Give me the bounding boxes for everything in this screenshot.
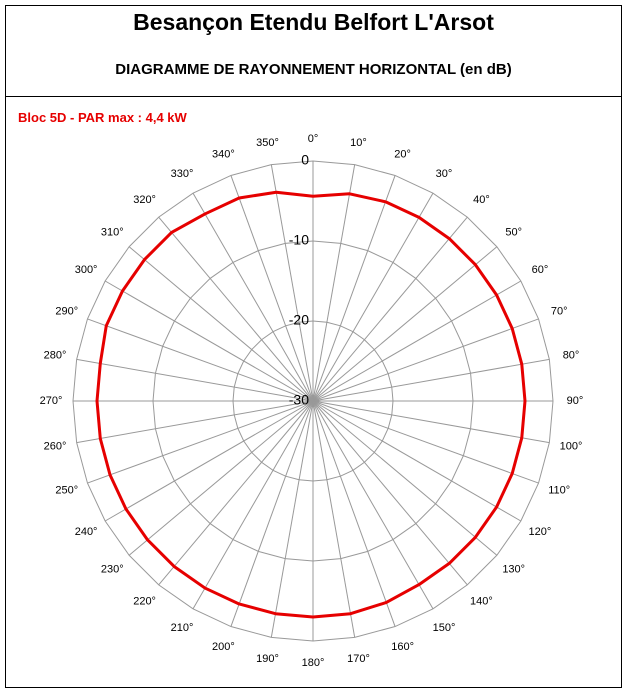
- angle-label: 270°: [39, 394, 63, 407]
- angle-label: 170°: [347, 652, 370, 665]
- data-point: [386, 602, 388, 604]
- data-point: [521, 437, 523, 439]
- data-point: [524, 400, 526, 402]
- data-point: [144, 259, 146, 261]
- angle-label: 320°: [133, 194, 156, 207]
- angle-label: 40°: [473, 194, 490, 207]
- angle-label: 290°: [55, 305, 79, 318]
- data-point: [99, 363, 101, 365]
- data-point: [448, 563, 450, 565]
- data-point: [147, 539, 149, 541]
- angle-label: 70°: [550, 305, 568, 318]
- data-point: [496, 506, 498, 508]
- angle-label: 310°: [100, 226, 124, 239]
- data-point: [238, 603, 240, 605]
- angle-label: 210°: [170, 621, 194, 634]
- angle-label: 130°: [502, 563, 526, 576]
- angle-label: 140°: [470, 595, 493, 608]
- angle-label: 10°: [350, 136, 367, 149]
- angle-label: 180°: [301, 656, 325, 669]
- data-point: [511, 473, 513, 475]
- angle-label: 300°: [74, 263, 98, 276]
- data-point: [350, 613, 352, 615]
- angle-label: 80°: [562, 349, 580, 362]
- radial-tick-label: -10: [288, 231, 309, 248]
- data-point: [204, 587, 206, 589]
- data-point: [448, 238, 450, 240]
- data-point: [96, 400, 98, 402]
- angle-label: 30°: [435, 168, 453, 181]
- angle-label: 340°: [212, 148, 235, 161]
- data-point: [275, 613, 277, 615]
- data-point: [349, 193, 351, 195]
- angle-label: 350°: [256, 136, 279, 149]
- angle-label: 90°: [566, 394, 584, 407]
- data-point: [204, 213, 206, 215]
- data-point: [105, 325, 107, 327]
- radial-tick-label: -20: [288, 311, 309, 328]
- data-point: [125, 508, 127, 510]
- angle-label: 60°: [531, 263, 549, 276]
- angle-label: 200°: [212, 641, 235, 654]
- angle-label: 100°: [559, 440, 583, 453]
- angle-label: 330°: [170, 168, 194, 181]
- data-point: [109, 474, 111, 476]
- data-point: [238, 197, 240, 199]
- angle-label: 190°: [256, 652, 279, 665]
- data-point: [122, 290, 124, 292]
- angle-label: 120°: [528, 525, 552, 538]
- angle-label: 160°: [391, 641, 414, 654]
- data-point: [385, 201, 387, 203]
- chart-title: Besançon Etendu Belfort L'Arsot: [133, 9, 494, 35]
- data-point: [171, 232, 173, 234]
- chart-subtitle: DIAGRAMME DE RAYONNEMENT HORIZONTAL (en dB): [115, 61, 512, 78]
- angle-label: 230°: [100, 563, 124, 576]
- series-label: Bloc 5D - PAR max : 4,4 kW: [18, 110, 187, 125]
- data-point: [173, 566, 175, 568]
- angle-label: 250°: [55, 484, 79, 497]
- data-point: [312, 195, 314, 197]
- angle-label: 0°: [307, 132, 319, 145]
- data-point: [511, 328, 513, 330]
- angle-label: 240°: [74, 525, 98, 538]
- angle-label: 20°: [394, 148, 411, 161]
- angle-label: 220°: [133, 595, 156, 608]
- data-point: [475, 536, 477, 538]
- data-point: [418, 584, 420, 586]
- data-point: [475, 264, 477, 266]
- data-point: [99, 438, 101, 440]
- data-point: [521, 363, 523, 365]
- radial-tick-label: 0: [301, 151, 309, 168]
- angle-label: 150°: [432, 621, 456, 634]
- data-point: [418, 217, 420, 219]
- data-point: [275, 191, 277, 193]
- angle-label: 50°: [505, 226, 523, 239]
- radial-tick-label: -30: [288, 391, 309, 408]
- angle-label: 280°: [43, 349, 67, 362]
- data-point: [312, 616, 314, 618]
- data-point: [496, 294, 498, 296]
- angle-label: 110°: [548, 484, 571, 497]
- angle-label: 260°: [43, 440, 67, 453]
